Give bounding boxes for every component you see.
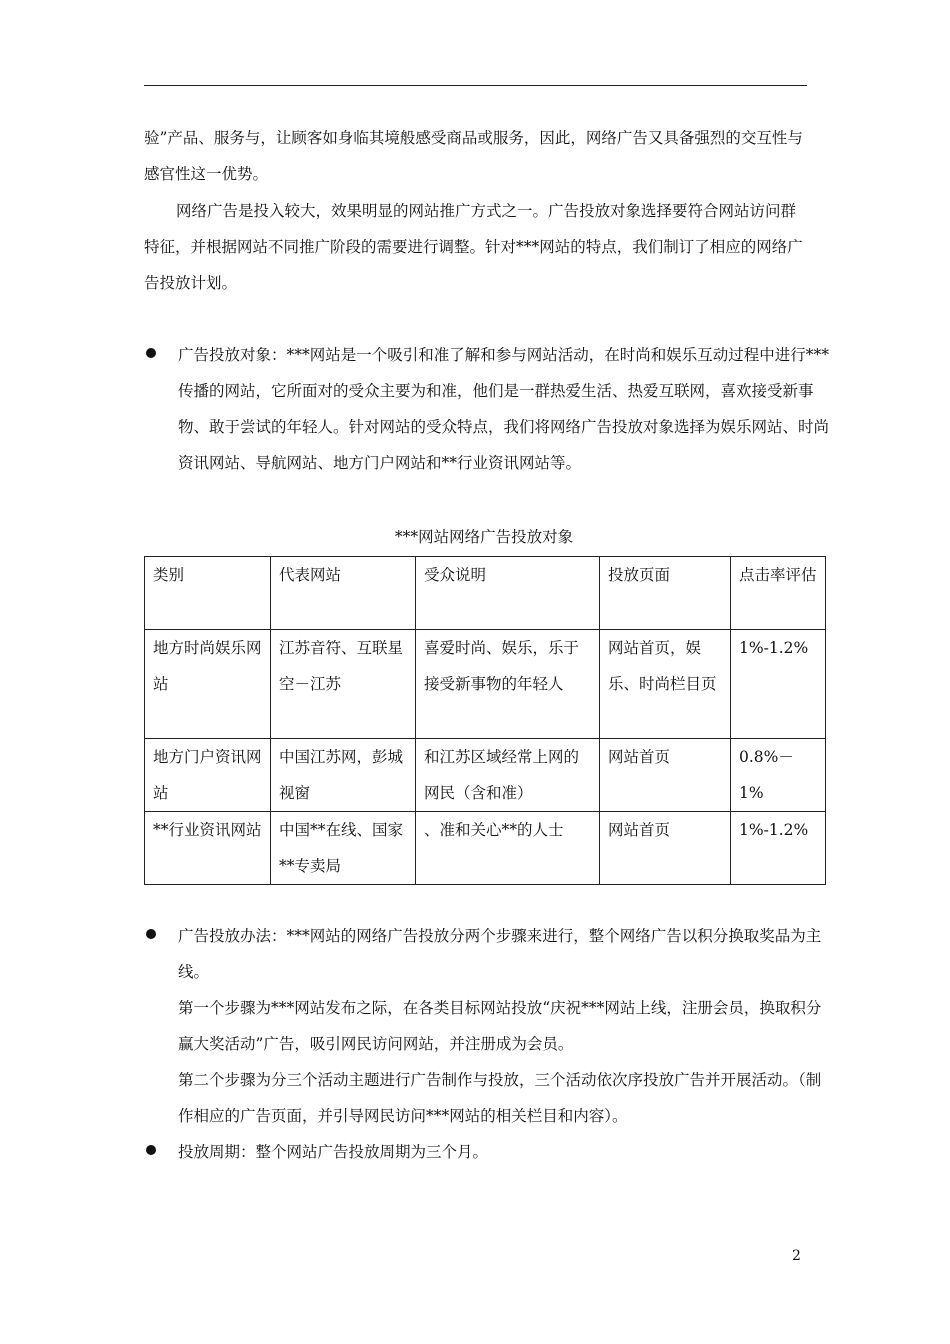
cell-sites: 中国**在线、国家**专卖局 xyxy=(271,812,416,885)
table-caption: ***网站网络广告投放对象 xyxy=(394,528,574,546)
page-number: 2 xyxy=(792,1248,801,1264)
bullet-icon xyxy=(144,918,158,932)
header-ctr: 点击率评估 xyxy=(731,557,826,630)
ad-target-table xyxy=(144,556,826,885)
bullet-ad-period-text: 投放周期：整个网站广告投放周期为三个月。 xyxy=(178,1143,489,1161)
cell-ctr: 0.8%－1% xyxy=(731,739,826,812)
table-row xyxy=(145,739,826,812)
cell-pages: 网站首页 xyxy=(600,812,731,885)
cell-sites: 中国江苏网，彭城视窗 xyxy=(271,739,416,812)
table-header-row xyxy=(145,557,826,630)
paragraph-intro-continued: 验”产品、服务与，让顾客如身临其境般感受商品或服务，因此，网络广告又具备强烈的交互性与感官性这一优势。 xyxy=(144,129,803,183)
header-pages: 投放页面 xyxy=(600,557,731,630)
bullet-ad-method-text: 广告投放办法：***网站的网络广告投放分两个步骤来进行，整个网络广告以积分换取奖品为主线。 xyxy=(178,927,822,981)
cell-category: **行业资讯网站 xyxy=(145,812,271,885)
header-category: 类别 xyxy=(145,557,271,630)
bullet-icon xyxy=(144,337,158,351)
table-row xyxy=(145,630,826,739)
bullet-ad-method xyxy=(144,918,824,1134)
bullet-ad-period xyxy=(144,1134,824,1170)
bullet-icon xyxy=(144,1134,158,1148)
cell-category: 地方时尚娱乐网站 xyxy=(145,630,271,739)
cell-audience: 、准和关心**的人士 xyxy=(416,812,600,885)
cell-pages: 网站首页 xyxy=(600,739,731,812)
cell-audience: 喜爱时尚、娱乐，乐于接受新事物的年轻人 xyxy=(416,630,600,739)
cell-pages: 网站首页，娱乐、时尚栏目页 xyxy=(600,630,731,739)
cell-sites: 江苏音符、互联星空－江苏 xyxy=(271,630,416,739)
table-row xyxy=(145,812,826,885)
header-audience: 受众说明 xyxy=(416,557,600,630)
cell-audience: 和江苏区域经常上网的网民（含和准） xyxy=(416,739,600,812)
bullet-ad-target xyxy=(144,337,834,481)
cell-ctr: 1%-1.2% xyxy=(731,630,826,739)
step-two-text: 第二个步骤为分三个活动主题进行广告制作与投放，三个活动依次序投放广告并开展活动。（制作相应的广告页面，并引导网民访问***网站的相关栏目和内容）。 xyxy=(178,1071,822,1125)
cell-ctr: 1%-1.2% xyxy=(731,812,826,885)
step-one-text: 第一个步骤为***网站发布之际，在各类目标网站投放“庆祝***网站上线，注册会员，换取积分赢大奖活动”广告，吸引网民访问网站，并注册成为会员。 xyxy=(178,999,822,1053)
cell-category: 地方门户资讯网站 xyxy=(145,739,271,812)
header-rule xyxy=(144,85,807,86)
header-sites: 代表网站 xyxy=(271,557,416,630)
bullet-ad-target-text: 广告投放对象：***网站是一个吸引和准了解和参与网站活动，在时尚和娱乐互动过程中进行***传播的网站，它所面对的受众主要为和准，他们是一群热爱生活、热爱互联网，喜欢接受新事物、敢于尝试的年轻人。针对网站的受众特点，我们将网络广告投放对象选择为娱乐网站、时尚资讯网站、导航网站、地方门户网站和**行业资讯网站等。 xyxy=(178,346,830,472)
paragraph-network-ads: 网络广告是投入较大，效果明显的网站推广方式之一。广告投放对象选择要符合网站访问群特征，并根据网站不同推广阶段的需要进行调整。针对***网站的特点，我们制订了相应的网络广告投放计划。 xyxy=(144,202,803,292)
